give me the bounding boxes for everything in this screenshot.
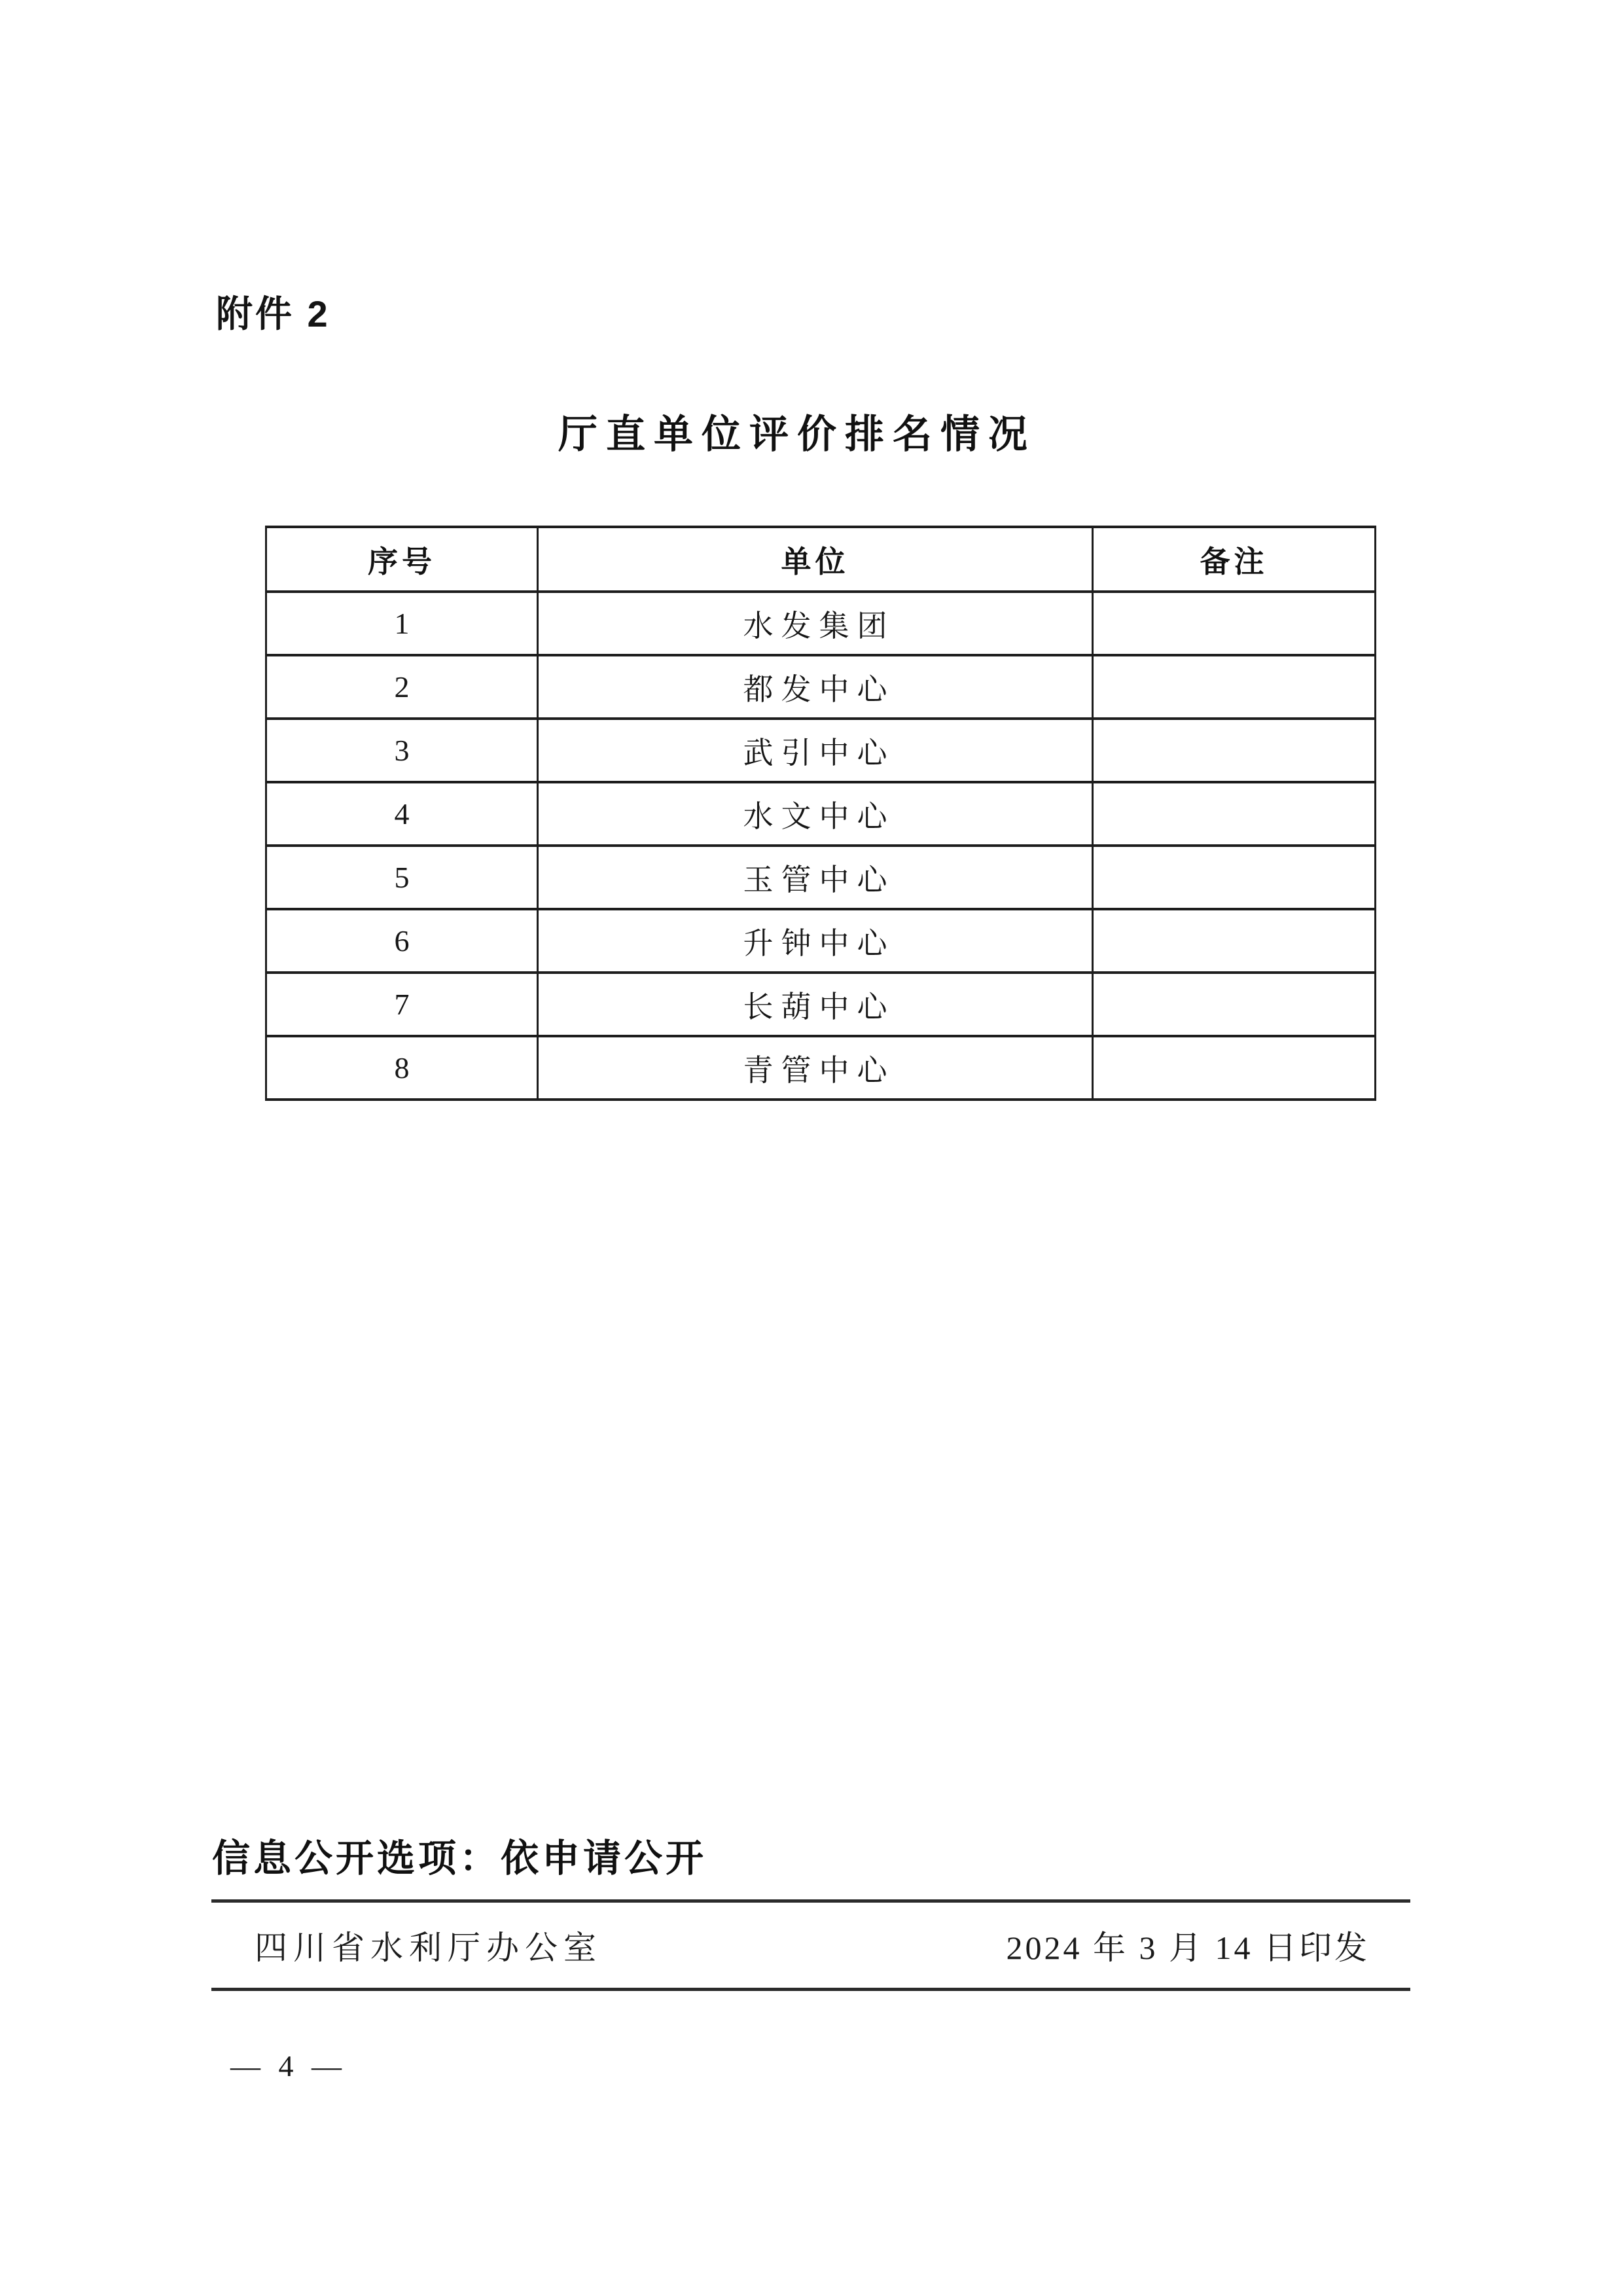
footer-imprint bbox=[211, 1899, 1410, 1991]
rank-cell: 7 bbox=[266, 973, 538, 1036]
rank-cell: 5 bbox=[266, 846, 538, 909]
table-row bbox=[266, 782, 1376, 846]
note-cell bbox=[1093, 782, 1376, 846]
attachment-label: 附件 2 bbox=[216, 293, 330, 334]
note-cell bbox=[1093, 655, 1376, 719]
note-cell bbox=[1093, 592, 1376, 655]
unit-cell: 水发集团 bbox=[538, 592, 1093, 655]
ranking-table bbox=[265, 526, 1376, 1101]
note-cell bbox=[1093, 846, 1376, 909]
column-header-note: 备注 bbox=[1093, 527, 1376, 592]
unit-cell: 玉管中心 bbox=[538, 846, 1093, 909]
rank-cell: 6 bbox=[266, 909, 538, 973]
rank-cell: 1 bbox=[266, 592, 538, 655]
table-row bbox=[266, 1036, 1376, 1100]
rank-cell: 3 bbox=[266, 719, 538, 782]
note-cell bbox=[1093, 1036, 1376, 1100]
table-header-row bbox=[266, 527, 1376, 592]
unit-cell: 长葫中心 bbox=[538, 973, 1093, 1036]
column-header-unit: 单位 bbox=[538, 527, 1093, 592]
table-row bbox=[266, 592, 1376, 655]
unit-cell: 升钟中心 bbox=[538, 909, 1093, 973]
unit-cell: 青管中心 bbox=[538, 1036, 1093, 1100]
unit-cell: 武引中心 bbox=[538, 719, 1093, 782]
issuer-office: 四川省水利厅办公室 bbox=[255, 1929, 602, 1966]
note-cell bbox=[1093, 719, 1376, 782]
column-header-index: 序号 bbox=[266, 527, 538, 592]
rank-cell: 2 bbox=[266, 655, 538, 719]
rank-cell: 8 bbox=[266, 1036, 538, 1100]
note-cell bbox=[1093, 909, 1376, 973]
note-cell bbox=[1093, 973, 1376, 1036]
page-number: — 4 — bbox=[230, 2049, 347, 2083]
unit-cell: 水文中心 bbox=[538, 782, 1093, 846]
table-row bbox=[266, 846, 1376, 909]
page-title: 厅直单位评价排名情况 bbox=[558, 412, 1036, 456]
print-date: 2024 年 3 月 14 日印发 bbox=[1006, 1929, 1370, 1966]
rank-cell: 4 bbox=[266, 782, 538, 846]
unit-cell: 都发中心 bbox=[538, 655, 1093, 719]
table-row bbox=[266, 973, 1376, 1036]
table-row bbox=[266, 909, 1376, 973]
table-row bbox=[266, 655, 1376, 719]
disclosure-line: 信息公开选项：依申请公开 bbox=[212, 1837, 707, 1880]
table-row bbox=[266, 719, 1376, 782]
